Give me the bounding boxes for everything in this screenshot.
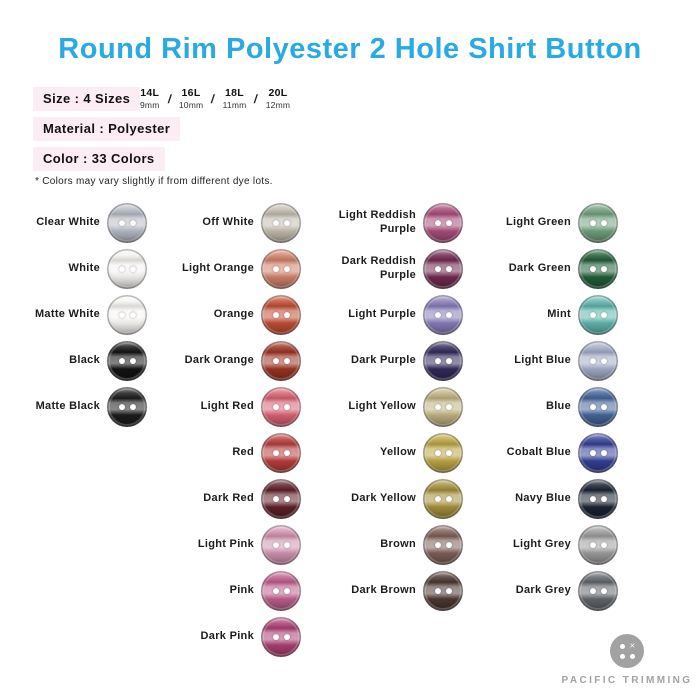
color-row-light-pink (115, 522, 301, 568)
color-label-orange: Orange (213, 308, 254, 321)
button-holes (423, 203, 463, 243)
color-row-light-reddish-purple (330, 200, 463, 246)
color-label-dark-pink: Dark Pink (200, 630, 254, 643)
button-hole (446, 542, 452, 548)
size-ligne: 14L (140, 87, 160, 99)
button-swatch-light-blue (578, 341, 618, 381)
color-row-mint (460, 292, 618, 338)
size-ligne: 16L (181, 87, 201, 99)
color-label-light-red: Light Red (200, 400, 254, 413)
swatch-column-4 (460, 200, 618, 614)
button-holes (423, 479, 463, 519)
button-holes (261, 295, 301, 335)
button-hole (590, 404, 596, 410)
button-hole (273, 312, 279, 318)
button-hole (284, 404, 290, 410)
button-swatch-light-purple (423, 295, 463, 335)
button-hole (601, 220, 607, 226)
size-mm: 10mm (178, 100, 204, 110)
brand-name: PACIFIC TRIMMING (561, 675, 693, 686)
button-swatch-brown (423, 525, 463, 565)
button-hole (273, 634, 279, 640)
button-hole (284, 542, 290, 548)
button-logo-icon (610, 634, 644, 668)
button-hole (446, 266, 452, 272)
button-holes (261, 617, 301, 657)
button-holes (578, 433, 618, 473)
color-label-matte-white: Matte White (34, 308, 100, 321)
size-mm: 11mm (222, 100, 247, 110)
color-row-off-white (115, 200, 301, 246)
size-separator: / (253, 91, 259, 106)
color-label-white: White (68, 262, 100, 275)
color-row-dark-pink (115, 614, 301, 660)
color-label-light-orange: Light Orange (181, 262, 254, 275)
button-swatch-light-grey (578, 525, 618, 565)
button-holes (423, 387, 463, 427)
button-holes (578, 295, 618, 335)
button-hole (590, 266, 596, 272)
color-row-light-orange (115, 246, 301, 292)
button-hole (273, 404, 279, 410)
button-hole (273, 496, 279, 502)
button-holes (261, 341, 301, 381)
button-hole (446, 312, 452, 318)
button-holes (261, 479, 301, 519)
color-label-black: Black (69, 354, 100, 367)
button-hole (273, 450, 279, 456)
button-hole (273, 220, 279, 226)
size-options (140, 87, 290, 110)
color-row-dark-brown (330, 568, 463, 614)
button-hole (435, 266, 441, 272)
size-option-20l (266, 87, 290, 110)
button-hole (446, 588, 452, 594)
button-swatch-light-reddish-purple (423, 203, 463, 243)
material-chip: Material : Polyester (33, 117, 180, 141)
color-label-red: Red (232, 446, 254, 459)
button-holes (261, 525, 301, 565)
color-row-dark-grey (460, 568, 618, 614)
button-hole (601, 450, 607, 456)
button-hole (273, 588, 279, 594)
button-holes (578, 341, 618, 381)
button-hole (601, 496, 607, 502)
button-hole (435, 220, 441, 226)
color-label-pink: Pink (229, 584, 254, 597)
color-label-dark-red: Dark Red (203, 492, 254, 505)
size-ligne: 20L (268, 87, 288, 99)
button-swatch-dark-green (578, 249, 618, 289)
button-swatch-yellow (423, 433, 463, 473)
color-row-red (115, 430, 301, 476)
button-hole (601, 404, 607, 410)
button-hole (435, 542, 441, 548)
button-hole (590, 588, 596, 594)
button-hole (284, 220, 290, 226)
button-hole (435, 358, 441, 364)
button-hole (284, 634, 290, 640)
color-row-light-green (460, 200, 618, 246)
color-label-light-blue: Light Blue (514, 354, 571, 367)
button-swatch-light-yellow (423, 387, 463, 427)
button-hole (446, 450, 452, 456)
button-holes (578, 249, 618, 289)
button-hole (284, 450, 290, 456)
button-swatch-dark-yellow (423, 479, 463, 519)
color-label-dark-orange: Dark Orange (184, 354, 254, 367)
color-row-cobalt-blue (460, 430, 618, 476)
color-label-brown: Brown (380, 538, 416, 551)
button-hole (590, 496, 596, 502)
button-swatch-cobalt-blue (578, 433, 618, 473)
color-row-orange (115, 292, 301, 338)
button-swatch-blue (578, 387, 618, 427)
color-row-pink (115, 568, 301, 614)
size-ligne: 18L (225, 87, 244, 99)
color-label-light-reddish-purple: Light Reddish Purple (338, 209, 416, 235)
button-holes (578, 571, 618, 611)
color-label-light-yellow: Light Yellow (348, 400, 416, 413)
button-hole (284, 312, 290, 318)
button-swatch-light-green (578, 203, 618, 243)
button-swatch-dark-red (261, 479, 301, 519)
button-hole (284, 266, 290, 272)
color-label-light-green: Light Green (505, 216, 571, 229)
size-separator: / (166, 91, 172, 106)
color-label-cobalt-blue: Cobalt Blue (506, 446, 571, 459)
color-row-light-red (115, 384, 301, 430)
button-swatch-dark-grey (578, 571, 618, 611)
color-row-brown (330, 522, 463, 568)
color-row-dark-orange (115, 338, 301, 384)
logo-hole (620, 644, 625, 649)
size-mm: 9mm (140, 100, 160, 110)
button-holes (578, 203, 618, 243)
button-swatch-mint (578, 295, 618, 335)
button-holes (423, 525, 463, 565)
button-hole (446, 358, 452, 364)
color-row-dark-yellow (330, 476, 463, 522)
color-label-light-purple: Light Purple (348, 308, 416, 321)
color-label-light-pink: Light Pink (197, 538, 254, 551)
button-swatch-light-red (261, 387, 301, 427)
button-hole (435, 496, 441, 502)
color-row-dark-green (460, 246, 618, 292)
color-label-yellow: Yellow (379, 446, 416, 459)
button-holes (261, 571, 301, 611)
button-hole (435, 404, 441, 410)
size-option-16l (179, 87, 203, 110)
color-label-dark-reddish-purple: Dark Reddish Purple (341, 255, 416, 281)
color-label-dark-purple: Dark Purple (350, 354, 416, 367)
button-hole (446, 404, 452, 410)
button-hole (601, 266, 607, 272)
button-swatch-off-white (261, 203, 301, 243)
button-swatch-light-orange (261, 249, 301, 289)
color-label-mint: Mint (547, 308, 571, 321)
brand-logo (557, 634, 697, 686)
color-label-clear-white: Clear White (36, 216, 100, 229)
logo-x-hole-icon: ✕ (629, 642, 636, 650)
button-holes (261, 203, 301, 243)
size-separator: / (210, 91, 216, 106)
color-label-off-white: Off White (202, 216, 254, 229)
color-label-dark-grey: Dark Grey (515, 584, 571, 597)
button-hole (284, 496, 290, 502)
button-hole (446, 496, 452, 502)
color-row-yellow (330, 430, 463, 476)
button-holes (261, 249, 301, 289)
button-swatch-dark-brown (423, 571, 463, 611)
button-holes (423, 433, 463, 473)
button-hole (435, 450, 441, 456)
button-hole (601, 542, 607, 548)
button-hole (590, 312, 596, 318)
button-swatch-dark-reddish-purple (423, 249, 463, 289)
button-hole (273, 266, 279, 272)
button-swatch-light-pink (261, 525, 301, 565)
button-swatch-dark-pink (261, 617, 301, 657)
color-label-dark-yellow: Dark Yellow (351, 492, 416, 505)
size-chip: Size : 4 Sizes (33, 87, 140, 111)
color-row-blue (460, 384, 618, 430)
button-swatch-dark-orange (261, 341, 301, 381)
button-hole (590, 542, 596, 548)
button-hole (273, 358, 279, 364)
size-option-14l (140, 87, 160, 110)
button-hole (435, 588, 441, 594)
button-holes (578, 525, 618, 565)
color-row-dark-red (115, 476, 301, 522)
button-swatch-orange (261, 295, 301, 335)
button-hole (590, 220, 596, 226)
button-holes (261, 433, 301, 473)
color-row-dark-reddish-purple (330, 246, 463, 292)
button-swatch-dark-purple (423, 341, 463, 381)
button-hole (435, 312, 441, 318)
button-swatch-pink (261, 571, 301, 611)
button-holes (578, 387, 618, 427)
color-row-light-purple (330, 292, 463, 338)
color-row-light-grey (460, 522, 618, 568)
color-label-blue: Blue (545, 400, 571, 413)
size-mm: 12mm (265, 100, 291, 110)
color-row-navy-blue (460, 476, 618, 522)
button-hole (284, 358, 290, 364)
button-hole (590, 358, 596, 364)
button-hole (601, 588, 607, 594)
color-row-light-yellow (330, 384, 463, 430)
button-hole (446, 220, 452, 226)
logo-hole (620, 654, 625, 659)
button-holes (423, 571, 463, 611)
color-row-light-blue (460, 338, 618, 384)
page-title: Round Rim Polyester 2 Hole Shirt Button (58, 33, 642, 65)
button-hole (590, 450, 596, 456)
color-label-dark-brown: Dark Brown (351, 584, 416, 597)
dye-lot-note: * Colors may vary slightly if from different dye lots. (35, 176, 273, 187)
color-label-light-grey: Light Grey (512, 538, 571, 551)
button-swatch-navy-blue (578, 479, 618, 519)
button-holes (423, 295, 463, 335)
button-hole (601, 312, 607, 318)
swatch-column-2 (115, 200, 301, 660)
color-label-navy-blue: Navy Blue (515, 492, 571, 505)
logo-hole (630, 654, 635, 659)
button-holes (423, 341, 463, 381)
button-swatch-red (261, 433, 301, 473)
button-holes (423, 249, 463, 289)
color-label-dark-green: Dark Green (508, 262, 571, 275)
button-holes (261, 387, 301, 427)
button-holes (578, 479, 618, 519)
button-hole (284, 588, 290, 594)
color-count-chip: Color : 33 Colors (33, 147, 165, 171)
swatch-column-3 (330, 200, 463, 614)
color-label-matte-black: Matte Black (35, 400, 100, 413)
button-hole (273, 542, 279, 548)
button-hole (601, 358, 607, 364)
color-row-dark-purple (330, 338, 463, 384)
size-option-18l (223, 87, 247, 110)
